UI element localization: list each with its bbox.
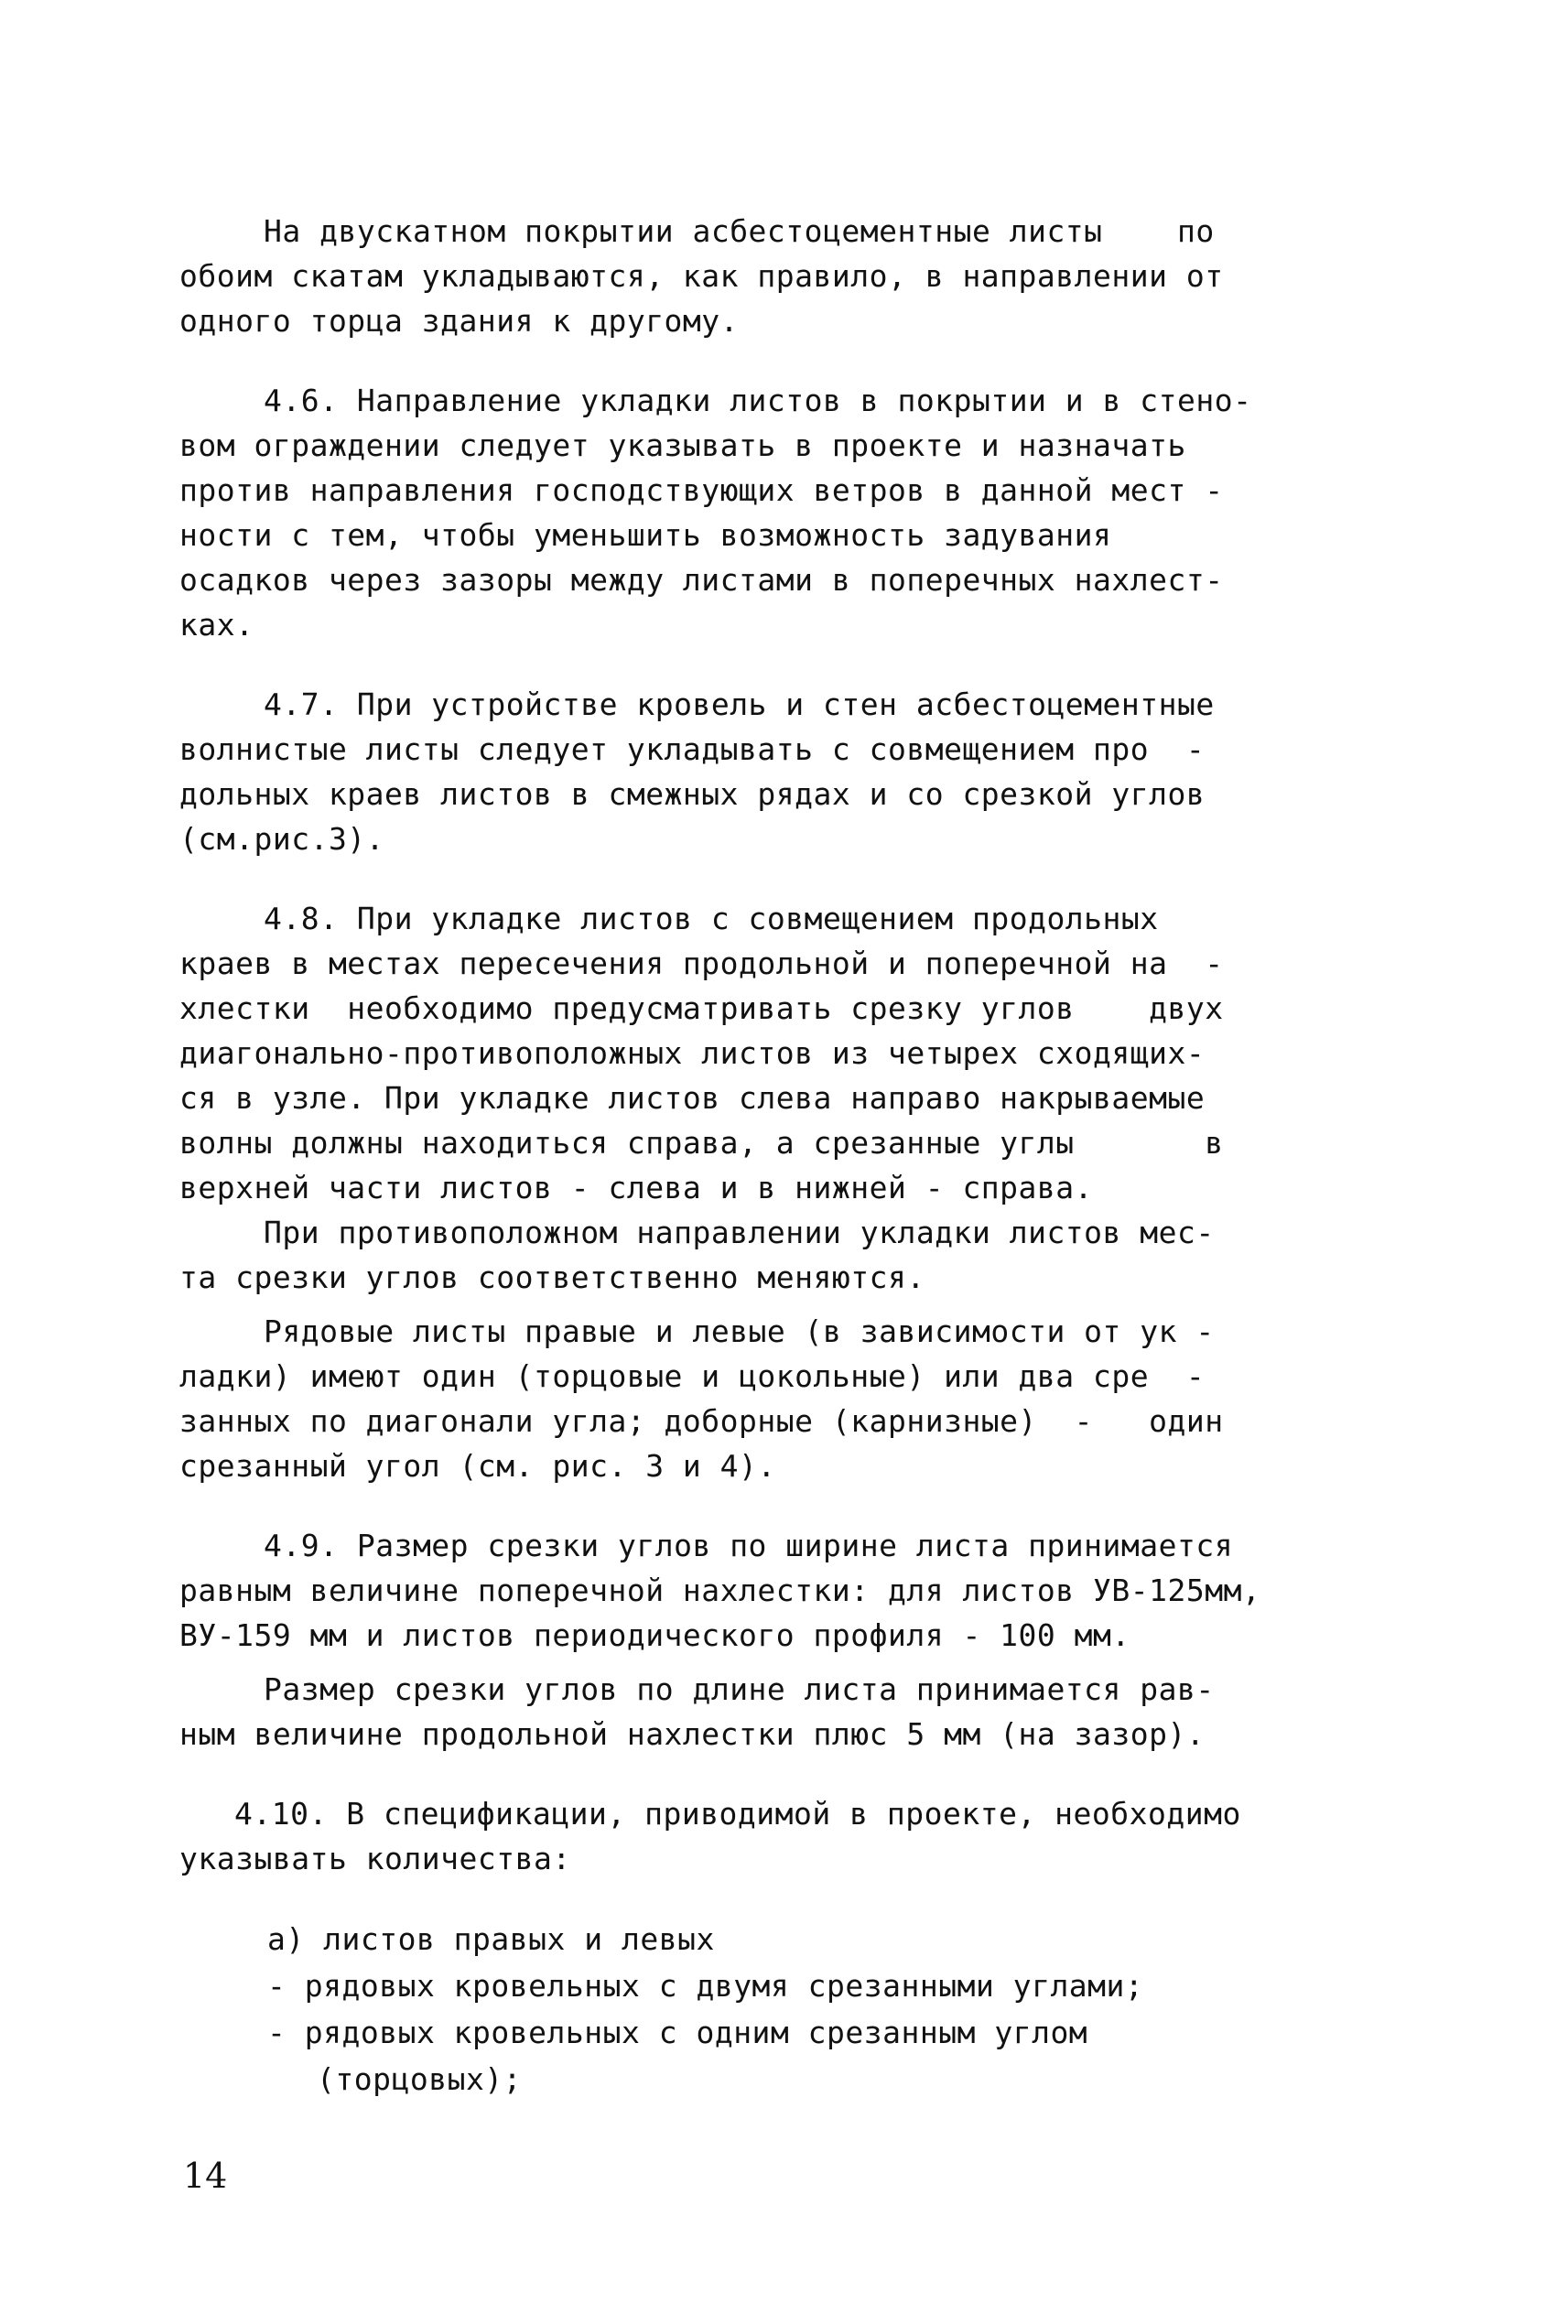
text-line: На двускатном покрытии асбестоцементные листы по: [264, 213, 1215, 249]
text-line: указывать количества:: [179, 1841, 571, 1876]
text-line: волнистые листы следует укладывать с совмещением про -: [179, 731, 1206, 767]
text-line: При противоположном направлении укладки листов мес-: [264, 1215, 1215, 1250]
text-line: против направления господствующих ветров в данной мест -: [179, 472, 1224, 508]
text-line: краев в местах пересечения продольной и поперечной на -: [179, 946, 1224, 981]
list-item: а) листов правых и левых: [267, 1921, 715, 1957]
paragraph-4-9: [179, 1523, 1397, 1658]
list-item-continuation: (торцовых);: [317, 2061, 523, 2097]
text-line: верхней части листов - слева и в нижней - справа.: [179, 1170, 1094, 1205]
text-line: 4.10. В спецификации, приводимой в проекте, необходимо: [234, 1796, 1241, 1832]
paragraph-4-6: [179, 378, 1397, 647]
text-line: занных по диагонали угла; доборные (карнизные) - один: [179, 1403, 1224, 1439]
page-number: 14: [183, 2156, 228, 2196]
paragraph-4-7: [179, 682, 1397, 861]
text-line: обоим скатам укладываются, как правило, в направлении от: [179, 258, 1224, 294]
text-line: 4.9. Размер срезки углов по ширине листа принимается: [264, 1528, 1234, 1563]
text-line: одного торца здания к другому.: [179, 303, 740, 339]
text-line: дольных краев листов в смежных рядах и со срезкой углов: [179, 776, 1206, 812]
text-line: ным величине продольной нахлестки плюс 5 мм (на зазор).: [179, 1716, 1206, 1752]
list-item: - рядовых кровельных с двумя срезанными углами;: [267, 1968, 1144, 2004]
paragraph-4-9-length: [179, 1667, 1397, 1757]
paragraph-intro: [179, 209, 1397, 343]
text-line: ВУ-159 мм и листов периодического профиля - 100 мм.: [179, 1617, 1130, 1653]
paragraph-4-8: [179, 896, 1397, 1210]
text-line: ся в узле. При укладке листов слева направо накрываемые: [179, 1080, 1206, 1116]
list-item: - рядовых кровельных с одним срезанным углом: [267, 2015, 1088, 2050]
text-line: 4.8. При укладке листов с совмещением продольных: [264, 901, 1159, 936]
text-line: 4.7. При устройстве кровель и стен асбестоцементные: [264, 686, 1215, 722]
text-line: ности с тем, чтобы уменьшить возможность задувания: [179, 517, 1112, 553]
paragraph-4-8-reverse: [179, 1210, 1397, 1300]
text-line: та срезки углов соответственно меняются.: [179, 1259, 925, 1295]
text-line: Рядовые листы правые и левые (в зависимости от ук -: [264, 1313, 1215, 1349]
text-line: волны должны находиться справа, а срезанные углы в: [179, 1125, 1224, 1161]
text-line: (см.рис.3).: [179, 821, 385, 857]
specification-list: [179, 1916, 1397, 2102]
text-line: ках.: [179, 607, 254, 643]
paragraph-4-10: [179, 1791, 1397, 1881]
text-line: осадков через зазоры между листами в поперечных нахлест-: [179, 562, 1224, 598]
text-line: срезанный угол (см. рис. 3 и 4).: [179, 1448, 776, 1484]
document-body: [179, 209, 1397, 2102]
paragraph-4-8-row-sheets: [179, 1309, 1397, 1488]
text-line: хлестки необходимо предусматривать срезку углов двух: [179, 990, 1224, 1026]
text-line: ладки) имеют один (торцовые и цокольные) или два сре -: [179, 1358, 1206, 1394]
text-line: 4.6. Направление укладки листов в покрытии и в стено-: [264, 383, 1252, 418]
text-line: вом ограждении следует указывать в проекте и назначать: [179, 427, 1186, 463]
text-line: диагонально-противоположных листов из четырех сходящих-: [179, 1035, 1206, 1071]
text-line: равным величине поперечной нахлестки: для листов УВ-125мм,: [179, 1573, 1261, 1608]
text-line: Размер срезки углов по длине листа принимается рав-: [264, 1671, 1215, 1707]
